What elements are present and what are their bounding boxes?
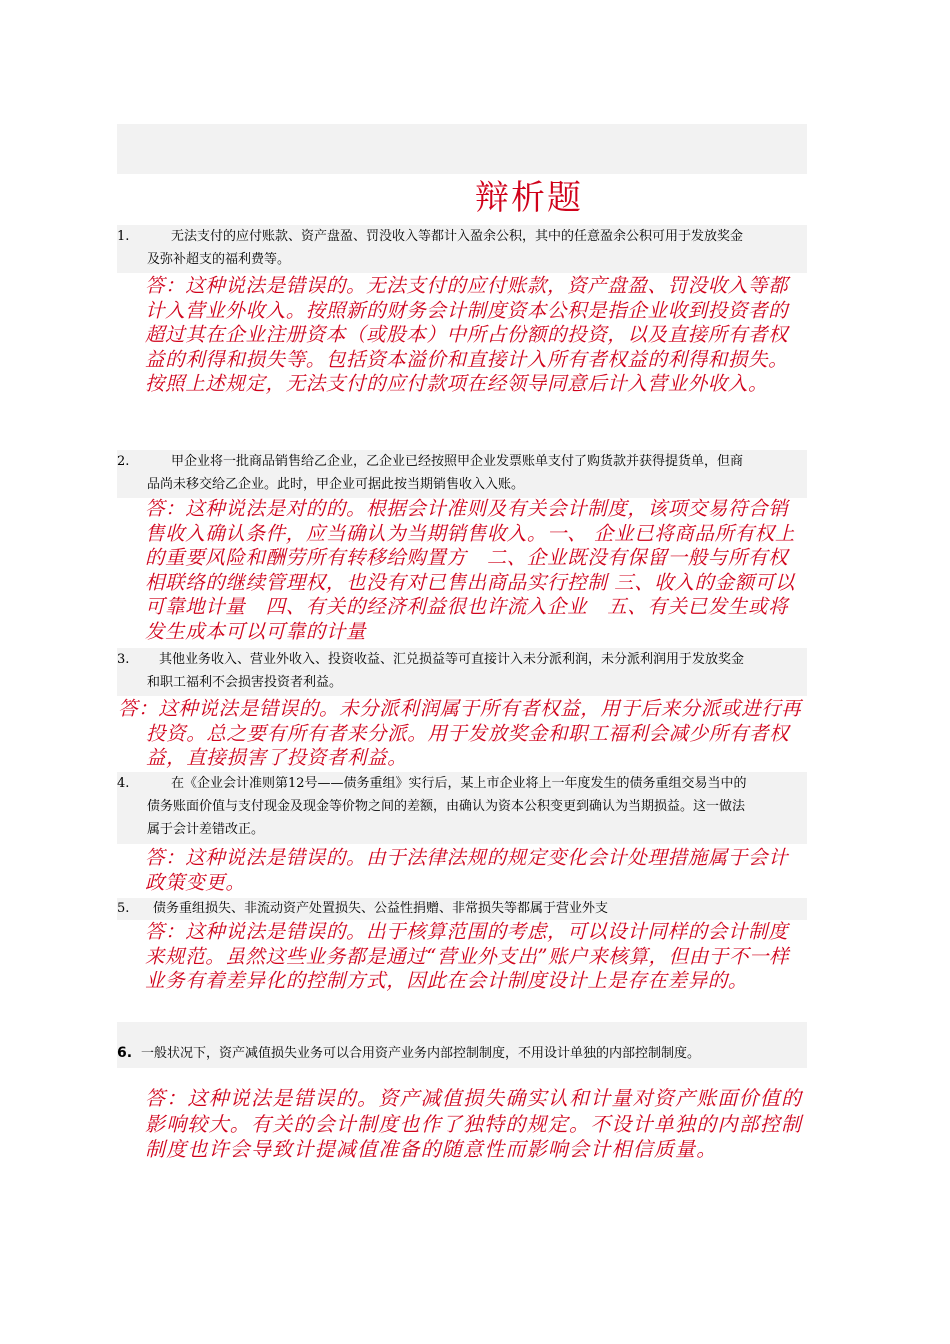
- answer-2: [145, 497, 805, 644]
- question-5-number: 5.: [117, 901, 130, 916]
- answer-4-text: 答：这种说法是错误的。由于法律法规的规定变化会计处理措施属于会计政策变更。: [145, 846, 789, 894]
- question-4: [117, 772, 817, 841]
- answer-1-text-2: 按照上述规定，无法支付的应付款项在经领导同意后计入营业外收入。: [145, 372, 769, 395]
- answer-1: [145, 274, 805, 397]
- answer-5-text: 答：这种说法是错误的。出于核算范围的考虑，可以设计同样的会计制度来规范。虽然这些业务都是通过“营业外支出”账户来核算，但由于不一样业务有着差异化的控制方式，因此在会计制度设计上是存在差异的。: [145, 920, 790, 992]
- answer-6: [145, 1086, 813, 1163]
- answer-1-text: 答：这种说法是错误的。无法支付的应付账款，资产盘盈、罚没收入等都计入营业外收入。按照新的财务会计制度资本公积是指企业收到投资者的超过其在企业注册资本（或股本）中所占份额的投资，以及直接所有者权益的利得和损失等。包括资本溢价和直接计入所有者权益的利得和损失。: [145, 274, 789, 371]
- question-4-line-2: 债务账面价值与支付现金及现金等价物之间的差额，由确认为资本公积变更到确认为当期损益。这一做法: [147, 799, 746, 814]
- question-1-line-1: 无法支付的应付账款、资产盘盈、罚没收入等都计入盈余公积，其中的任意盈余公积可用于发放奖金: [171, 229, 744, 244]
- question-2-number: 2.: [117, 454, 130, 469]
- question-5: [117, 897, 817, 920]
- answer-4: [145, 846, 805, 895]
- question-2-line-2: 品尚未移交给乙企业。此时，甲企业可据此按当期销售收入入账。: [147, 477, 525, 492]
- question-3-line-2: 和职工福利不会损害投资者利益。: [147, 675, 343, 690]
- question-2-line-1: 甲企业将一批商品销售给乙企业，乙企业已经按照甲企业发票账单支付了购货款并获得提货单，但商: [171, 454, 744, 469]
- question-2: [117, 450, 817, 496]
- header-shade: [117, 124, 807, 174]
- question-3: [117, 648, 817, 694]
- question-3-line-1: 其他业务收入、营业外收入、投资收益、汇兑损益等可直接计入未分派利润，未分派利润用于发放奖金: [159, 652, 745, 667]
- answer-5: [145, 920, 805, 994]
- question-1-line-2: 及弥补超支的福利费等。: [147, 252, 291, 267]
- answer-2-text: 答：这种说法是对的的。根据会计准则及有关会计制度，该项交易符合销售收入确认条件，应当确认为当期销售收入。一、 企业已将商品所有权上的重要风险和酬劳所有转移给购置方 二、企业既没有保留一般与所有权相联络的继续管理权，也没有对已售出商品实行控制 三、收入的金额可以可靠地计量 四、有关的经济利益很也许流入企业 五、有关已发生或将发生成本可以可靠的计量: [145, 497, 795, 643]
- question-6-line-1: 一般状况下，资产减值损失业务可以合用资产业务内部控制制度，不用设计单独的内部控制制度。: [141, 1046, 701, 1061]
- question-5-line-1: 债务重组损失、非流动资产处置损失、公益性捐赠、非常损失等都属于营业外支: [153, 901, 609, 916]
- question-6: [117, 1042, 817, 1065]
- question-4-line-1: 在《企业会计准则第12号——债务重组》实行后，某上市企业将上一年度发生的债务重组交易当中的: [171, 776, 747, 791]
- page-title: 辩析题: [475, 178, 583, 218]
- question-1: [117, 225, 817, 271]
- question-4-number: 4.: [117, 776, 130, 791]
- question-6-number: 6.: [117, 1045, 133, 1061]
- question-3-number: 3.: [117, 652, 130, 667]
- answer-3: [118, 697, 808, 771]
- question-1-number: 1.: [117, 229, 130, 244]
- question-4-line-3: 属于会计差错改正。: [147, 822, 265, 837]
- answer-3-text: 答：这种说法是错误的。未分派利润属于所有者权益，用于后来分派或进行再投资。总之要有所有者来分派。用于发放奖金和职工福利会减少所有者权益，直接损害了投资者利益。: [118, 697, 802, 769]
- answer-6-text: 答：这种说法是错误的。资产减值损失确实认和计量对资产账面价值的影响较大。有关的会计制度也作了独特的规定。不设计单独的内部控制制度也许会导致计提减值准备的随意性而影响会计相信质量。: [145, 1086, 803, 1161]
